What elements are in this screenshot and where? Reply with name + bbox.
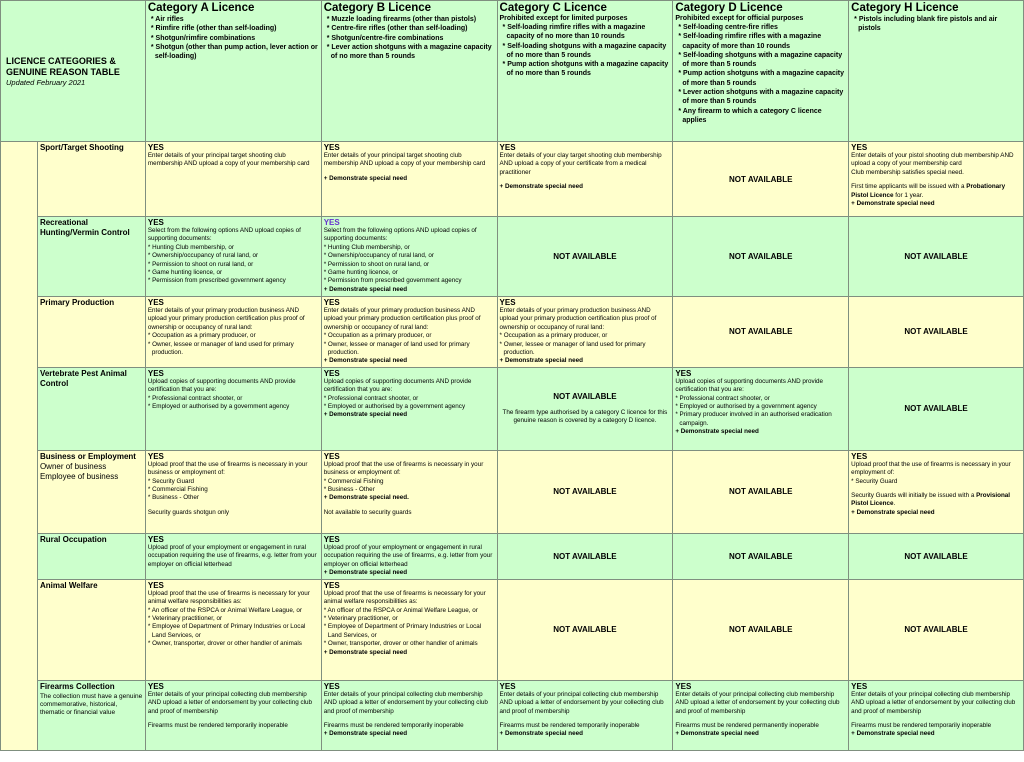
requirement-cell <box>321 579 497 680</box>
requirement-bullet: * Owner, lessee or manager of land used for primary production. <box>148 341 319 358</box>
requirement-cell <box>145 533 321 579</box>
requirement-bullet: * Employee of Department of Primary Industries or Local Land Services, or <box>324 623 495 640</box>
requirement-cell <box>321 367 497 450</box>
yes-label: YES <box>323 580 340 590</box>
requirement-text-part: Upload proof that the use of firearms is necessary in your business or employment of: <box>323 460 484 477</box>
special-need-note: + Demonstrate special need <box>323 411 408 419</box>
not-available-note: The firearm type authorised by a category C licence for this genuine reason is covered by a category D licence. <box>502 408 668 425</box>
category-header <box>497 1 673 142</box>
table-row <box>1 533 1024 579</box>
genuine-reason-label: Vertebrate Pest Animal Control <box>39 368 127 388</box>
not-available-label: NOT AVAILABLE <box>729 252 793 261</box>
requirement-text <box>851 461 1021 478</box>
requirement-text <box>148 152 319 169</box>
requirement-cell <box>321 297 497 368</box>
table-row <box>1 680 1024 750</box>
requirement-text <box>324 509 495 517</box>
requirement-text <box>148 544 319 569</box>
category-firearm-item: * Self-loading rimfire rifles with a magazine capacity of more than 10 rounds <box>675 32 846 51</box>
requirement-cell <box>673 680 849 750</box>
requirement-cell <box>145 680 321 750</box>
not-available-label: NOT AVAILABLE <box>553 252 617 261</box>
category-firearm-item: * Shotgun/rimfire combinations <box>148 34 319 43</box>
yes-label: YES <box>147 218 164 227</box>
table-row <box>1 142 1024 217</box>
requirement-bullet: * Employee of Department of Primary Industries or Local Land Services, or <box>148 623 319 640</box>
requirement-bullet: * Ownership/occupancy of rural land, or <box>324 252 495 260</box>
category-name: Category B Licence <box>323 2 432 14</box>
yes-label: YES <box>323 218 340 227</box>
genuine-reason-label: Primary Production <box>39 298 115 307</box>
requirement-text <box>851 152 1021 169</box>
yes-label: YES <box>323 451 340 461</box>
category-header <box>321 1 497 142</box>
requirement-bullet: * Professional contract shooter, or <box>148 395 319 403</box>
requirement-text-part: . <box>893 500 896 508</box>
requirement-bullet: * Permission from prescribed government agency <box>148 277 319 285</box>
requirement-text-part: Enter details of your principal collecting club membership AND upload a letter of endorsement by your collecting club and proof of membership <box>147 690 313 715</box>
requirement-text-part: Upload proof of your employment or engagement in rural occupation requiring the use of firearms, e.g. letter from your employer on official letterhead <box>147 543 317 568</box>
not-available-cell <box>673 297 849 368</box>
requirement-text <box>324 722 495 730</box>
requirement-text-part: Firearms must be rendered temporarily inoperable <box>851 722 992 730</box>
not-available-label: NOT AVAILABLE <box>553 391 617 401</box>
requirement-cell <box>321 142 497 217</box>
requirement-bullet: * Primary producer involved in an authorised eradication campaign. <box>675 411 846 428</box>
category-firearm-item: * Self-loading shotguns with a magazine capacity of more than 5 rounds <box>675 51 846 70</box>
table-row <box>1 367 1024 450</box>
requirement-text <box>148 227 319 244</box>
special-need-note: + Demonstrate special need <box>851 200 935 208</box>
yes-label: YES <box>675 681 692 691</box>
requirement-text <box>500 691 671 716</box>
yes-label: YES <box>323 368 340 378</box>
requirement-text-part: Enter details of your principal target shooting club membership AND upload a copy of your membership card <box>147 152 310 168</box>
side-stripe <box>1 142 38 751</box>
requirement-bullet: * Security Guard <box>851 478 1021 486</box>
requirement-bullet: * Permission to shoot on rural land, or <box>148 261 319 269</box>
requirement-text <box>324 152 495 169</box>
requirement-bullet: * Game hunting licence, or <box>324 269 495 277</box>
category-firearm-item: * Pistols including blank fire pistols and air pistols <box>851 15 1021 34</box>
requirement-text-part: Enter details of your primary production business AND upload your primary production certification plus proof of ownership or occupancy of rural land: <box>323 307 481 331</box>
not-available-cell <box>673 217 849 297</box>
requirement-bullet: * Owner, lessee or manager of land used for primary production. <box>500 341 671 358</box>
requirement-text-part: Upload copies of supporting documents AND provide certification that you are: <box>675 377 824 394</box>
not-available-label: NOT AVAILABLE <box>904 252 968 261</box>
special-need-note: + Demonstrate special need <box>675 730 759 738</box>
requirement-bullet: * Employed or authorised by a government agency <box>675 403 846 411</box>
requirement-text-part: Enter details of your principal target shooting club membership AND upload a copy of your membership card <box>323 152 486 168</box>
category-firearm-item: * Self-loading rimfire rifles with a magazine capacity of no more than 10 rounds <box>500 23 671 42</box>
special-need-note: + Demonstrate special need <box>675 428 759 436</box>
requirement-text <box>500 307 671 332</box>
requirement-text <box>500 152 671 177</box>
category-subtitle: Prohibited except for official purposes <box>675 15 804 22</box>
special-need-note: + Demonstrate special need. <box>323 494 409 502</box>
category-firearm-item: * Centre-fire rifles (other than self-loading) <box>324 24 495 33</box>
genuine-reason-subtype: Owner of business <box>39 461 107 471</box>
not-available-cell <box>497 533 673 579</box>
yes-label: YES <box>323 534 340 544</box>
requirement-cell <box>497 142 673 217</box>
genuine-reason-label: Animal Welfare <box>39 580 98 590</box>
yes-label: YES <box>675 368 692 378</box>
not-available-cell <box>849 533 1024 579</box>
requirement-text <box>500 722 671 730</box>
special-need-note: + Demonstrate special need <box>323 174 408 182</box>
requirement-bullet: * Owner, lessee or manager of land used for primary production. <box>324 341 495 358</box>
not-available-label: NOT AVAILABLE <box>729 551 793 561</box>
requirement-text-part: Firearms must be rendered temporarily inoperable <box>499 722 640 730</box>
requirement-cell <box>321 217 497 297</box>
not-available-cell <box>849 297 1024 368</box>
requirement-text-part: Upload copies of supporting documents AND provide certification that you are: <box>323 377 472 394</box>
category-firearm-item: * Lever action shotguns with a magazine capacity of more than 5 rounds <box>675 88 846 107</box>
requirement-text-part: Enter details of your principal collecting club membership AND upload a letter of endorsement by your collecting club and proof of membership <box>499 690 664 715</box>
table-row <box>1 297 1024 368</box>
genuine-reason-subtype: Employee of business <box>39 471 119 481</box>
requirement-cell <box>673 367 849 450</box>
requirement-text-part: Enter details of your clay target shooting club membership AND upload a copy of your certificate from a medical practitioner <box>499 152 662 176</box>
not-available-cell <box>673 533 849 579</box>
not-available-label: NOT AVAILABLE <box>553 487 617 497</box>
requirement-text <box>148 307 319 332</box>
requirement-text <box>324 590 495 607</box>
not-available-label: NOT AVAILABLE <box>729 487 793 497</box>
requirement-bullet: * Employed or authorised by a government agency <box>324 403 495 411</box>
not-available-cell <box>849 367 1024 450</box>
requirement-bullet: * Hunting Club membership, or <box>148 244 319 252</box>
requirement-text-part: Enter details of your principal collecting club membership AND upload a letter of endorsement by your collecting club and proof of membership <box>851 690 1016 715</box>
category-subtitle: Prohibited except for limited purposes <box>499 15 628 22</box>
requirement-bullet: * Commercial Fishing <box>148 486 319 494</box>
genuine-reason-note: The collection must have a genuine commemorative, historical, thematic or financial value <box>39 692 143 716</box>
genuine-reason-label: Recreational Hunting/Vermin Control <box>39 218 130 237</box>
requirement-text-part: Security guards shotgun only <box>147 508 230 516</box>
not-available-label: NOT AVAILABLE <box>729 625 793 635</box>
yes-label: YES <box>147 451 164 461</box>
requirement-text-part: Upload proof that the use of firearms is necessary in your business or employment of: <box>147 460 308 477</box>
category-header <box>849 1 1024 142</box>
requirement-text-part: Enter details of your principal collecting club membership AND upload a letter of endorsement by your collecting club and proof of membership <box>323 690 488 715</box>
requirement-text-part: Firearms must be rendered permanently inoperable <box>675 722 819 730</box>
special-need-note: + Demonstrate special need <box>851 508 935 516</box>
requirement-text-part: Upload proof that the use of firearms is necessary in your employment of: <box>851 460 1011 477</box>
table-title-line1: LICENCE CATEGORIES & <box>6 55 116 66</box>
yes-label: YES <box>499 681 516 691</box>
category-name: Category D Licence <box>675 2 783 14</box>
requirement-bullet: * Veterinary practitioner, or <box>324 615 495 623</box>
requirement-text <box>148 722 319 730</box>
yes-label: YES <box>323 298 340 307</box>
not-available-label: NOT AVAILABLE <box>553 551 617 561</box>
genuine-reason-cell <box>37 533 145 579</box>
requirement-bullet: * Occupation as a primary producer, or <box>148 332 319 340</box>
requirement-text <box>148 509 319 517</box>
requirement-text <box>851 492 1021 509</box>
requirement-text-part: First time applicants will be issued with a <box>851 183 967 191</box>
requirement-cell <box>321 533 497 579</box>
requirement-cell <box>321 450 497 533</box>
requirement-bullet: * Owner, transporter, drover or other handler of animals <box>324 640 495 648</box>
requirement-cell <box>849 450 1024 533</box>
genuine-reason-cell <box>37 367 145 450</box>
category-firearm-item: * Shotgun (other than pump action, lever action or self-loading) <box>148 43 319 62</box>
not-available-cell <box>497 450 673 533</box>
requirement-text <box>675 691 846 716</box>
requirement-cell <box>497 297 673 368</box>
yes-label: YES <box>323 681 340 691</box>
requirement-cell <box>145 579 321 680</box>
special-need-note: + Demonstrate special need <box>323 648 408 656</box>
requirement-text <box>675 378 846 395</box>
yes-label: YES <box>499 143 516 152</box>
requirement-bullet: * Professional contract shooter, or <box>324 395 495 403</box>
requirement-text <box>324 307 495 332</box>
table-row <box>1 217 1024 297</box>
requirement-text-part: Upload proof that the use of firearms is necessary for your animal welfare responsibilities as: <box>147 589 310 606</box>
requirement-bullet: * Business - Other <box>148 494 319 502</box>
requirement-bullet: * Occupation as a primary producer, or <box>324 332 495 340</box>
yes-label: YES <box>147 143 164 152</box>
not-available-cell <box>673 579 849 680</box>
requirement-text-part: Firearms must be rendered temporarily inoperable <box>147 722 288 730</box>
table-body <box>1 142 1024 751</box>
genuine-reason-label: Business or Employment <box>39 451 136 461</box>
requirement-text <box>324 378 495 395</box>
special-need-note: + Demonstrate special need <box>323 569 408 577</box>
requirement-cell <box>849 680 1024 750</box>
yes-label: YES <box>147 534 164 544</box>
requirement-text <box>851 169 1021 177</box>
requirement-text <box>324 461 495 478</box>
requirement-text <box>324 227 495 244</box>
genuine-reason-cell <box>37 142 145 217</box>
category-firearm-item: * Muzzle loading firearms (other than pistols) <box>324 15 495 24</box>
licence-type-emphasis: Provisional Pistol Licence <box>851 492 1011 508</box>
genuine-reason-label: Rural Occupation <box>39 534 107 544</box>
yes-label: YES <box>323 143 340 152</box>
requirement-bullet: * Employed or authorised by a government agency <box>148 403 319 411</box>
requirement-text-part: Upload proof that the use of firearms is necessary for your animal welfare responsibilities as: <box>323 589 486 606</box>
requirement-bullet: * Ownership/occupancy of rural land, or <box>148 252 319 260</box>
requirement-bullet: * Veterinary practitioner, or <box>148 615 319 623</box>
requirement-text-part: Firearms must be rendered temporarily inoperable <box>323 722 464 730</box>
yes-label: YES <box>147 298 164 307</box>
requirement-bullet: * Occupation as a primary producer, or <box>500 332 671 340</box>
yes-label: YES <box>851 143 868 152</box>
header-row <box>1 1 1024 142</box>
yes-label: YES <box>851 451 868 461</box>
requirement-text <box>851 691 1021 716</box>
not-available-label: NOT AVAILABLE <box>904 625 968 635</box>
special-need-note: + Demonstrate special need <box>323 357 408 365</box>
genuine-reason-cell <box>37 297 145 368</box>
yes-label: YES <box>147 368 164 378</box>
requirement-cell <box>145 367 321 450</box>
requirement-bullet: * Business - Other <box>324 486 495 494</box>
table-title-cell <box>1 1 146 142</box>
category-header <box>673 1 849 142</box>
genuine-reason-label: Firearms Collection <box>39 681 115 691</box>
requirement-text-part: Upload proof of your employment or engagement in rural occupation requiring the use of firearms, e.g. letter from your employer on official letterhead <box>323 543 493 568</box>
yes-label: YES <box>499 298 516 307</box>
not-available-cell <box>849 579 1024 680</box>
genuine-reason-cell <box>37 680 145 750</box>
category-name: Category C Licence <box>499 2 607 14</box>
yes-label: YES <box>147 580 164 590</box>
requirement-bullet: * Permission from prescribed government agency <box>324 277 495 285</box>
requirement-text-part: Enter details of your primary production business AND upload your primary production certification plus proof of ownership or occupancy of rural land: <box>499 307 657 331</box>
requirement-text-part: Enter details of your principal collecting club membership AND upload a letter of endorsement by your collecting club and proof of membership <box>675 690 840 715</box>
category-firearm-item: * Lever action shotguns with a magazine capacity of no more than 5 rounds <box>324 43 495 62</box>
requirement-text-part: Security Guards will initially be issued with a <box>851 492 977 500</box>
licence-type-emphasis: Probationary Pistol Licence <box>851 183 1006 199</box>
requirement-cell <box>145 217 321 297</box>
not-available-label: NOT AVAILABLE <box>904 404 968 414</box>
category-firearm-item: * Air rifles <box>148 15 319 24</box>
not-available-cell <box>497 579 673 680</box>
category-firearm-item: * Self-loading centre-fire rifles <box>675 23 846 32</box>
category-name: Category H Licence <box>851 2 959 14</box>
requirement-bullet: * Professional contract shooter, or <box>675 395 846 403</box>
requirement-text <box>324 544 495 569</box>
category-firearm-item: * Rimfire rifle (other than self-loading) <box>148 24 319 33</box>
requirement-bullet: * Security Guard <box>148 478 319 486</box>
requirement-bullet: * An officer of the RSPCA or Animal Welfare League, or <box>324 607 495 615</box>
requirement-text <box>148 590 319 607</box>
table-row <box>1 579 1024 680</box>
special-need-note: + Demonstrate special need <box>323 285 408 293</box>
genuine-reason-cell <box>37 217 145 297</box>
requirement-text-part: Enter details of your primary production business AND upload your primary production certification plus proof of ownership or occupancy of rural land: <box>147 307 305 331</box>
requirement-text <box>851 722 1021 730</box>
not-available-label: NOT AVAILABLE <box>729 174 793 184</box>
requirement-text-part: Upload copies of supporting documents AND provide certification that you are: <box>147 377 296 394</box>
requirement-bullet: * An officer of the RSPCA or Animal Welfare League, or <box>148 607 319 615</box>
requirement-text-part: Enter details of your pistol shooting club membership AND upload a copy of your membership card <box>851 152 1014 168</box>
table-title-line2: GENUINE REASON TABLE <box>6 66 120 77</box>
special-need-note: + Demonstrate special need <box>499 357 583 365</box>
genuine-reason-cell <box>37 450 145 533</box>
category-header <box>145 1 321 142</box>
requirement-cell <box>145 142 321 217</box>
requirement-bullet: * Permission to shoot on rural land, or <box>324 261 495 269</box>
category-name: Category A Licence <box>147 2 255 14</box>
requirement-cell <box>321 680 497 750</box>
requirement-text-part: for 1 year. <box>893 191 924 199</box>
yes-label: YES <box>147 681 164 691</box>
not-available-label: NOT AVAILABLE <box>904 327 968 337</box>
requirement-bullet: * Commercial Fishing <box>324 478 495 486</box>
requirement-text-part: Select from the following options AND upload copies of supporting documents: <box>323 227 477 243</box>
requirement-cell <box>497 680 673 750</box>
requirement-text-part: Not available to security guards <box>323 508 412 516</box>
requirement-text <box>148 691 319 716</box>
requirement-cell <box>145 297 321 368</box>
requirement-text <box>324 691 495 716</box>
category-firearm-item: * Shotgun/centre-fire combinations <box>324 34 495 43</box>
category-firearm-item: * Any firearm to which a category C licence applies <box>675 107 846 126</box>
not-available-cell <box>673 450 849 533</box>
requirement-text-part: Club membership satisfies special need. <box>851 168 964 176</box>
special-need-note: + Demonstrate special need <box>499 183 583 191</box>
requirement-text <box>148 378 319 395</box>
special-need-note: + Demonstrate special need <box>323 730 408 738</box>
requirement-cell <box>145 450 321 533</box>
requirement-text <box>675 722 846 730</box>
not-available-label: NOT AVAILABLE <box>904 551 968 561</box>
not-available-label: NOT AVAILABLE <box>553 625 617 635</box>
requirement-text <box>148 461 319 478</box>
requirement-bullet: * Owner, transporter, drover or other handler of animals <box>148 640 319 648</box>
requirement-text <box>851 183 1021 200</box>
not-available-label: NOT AVAILABLE <box>729 327 793 337</box>
not-available-cell <box>849 217 1024 297</box>
requirement-text-part: Select from the following options AND upload copies of supporting documents: <box>147 227 301 243</box>
requirement-bullet: * Hunting Club membership, or <box>324 244 495 252</box>
updated-date: Updated February 2021 <box>6 77 86 87</box>
genuine-reason-label: Sport/Target Shooting <box>39 143 124 152</box>
requirement-bullet: * Game hunting licence, or <box>148 269 319 277</box>
table-row <box>1 450 1024 533</box>
special-need-note: + Demonstrate special need <box>499 730 583 738</box>
genuine-reason-cell <box>37 579 145 680</box>
not-available-cell <box>497 367 673 450</box>
special-need-note: + Demonstrate special need <box>851 730 935 738</box>
yes-label: YES <box>851 681 868 691</box>
not-available-cell <box>673 142 849 217</box>
category-firearm-item: * Self-loading shotguns with a magazine capacity of no more than 5 rounds <box>500 42 671 61</box>
category-firearm-item: * Pump action shotguns with a magazine capacity of no more than 5 rounds <box>500 60 671 79</box>
requirement-cell <box>849 142 1024 217</box>
not-available-cell <box>497 217 673 297</box>
category-firearm-item: * Pump action shotguns with a magazine capacity of more than 5 rounds <box>675 69 846 88</box>
